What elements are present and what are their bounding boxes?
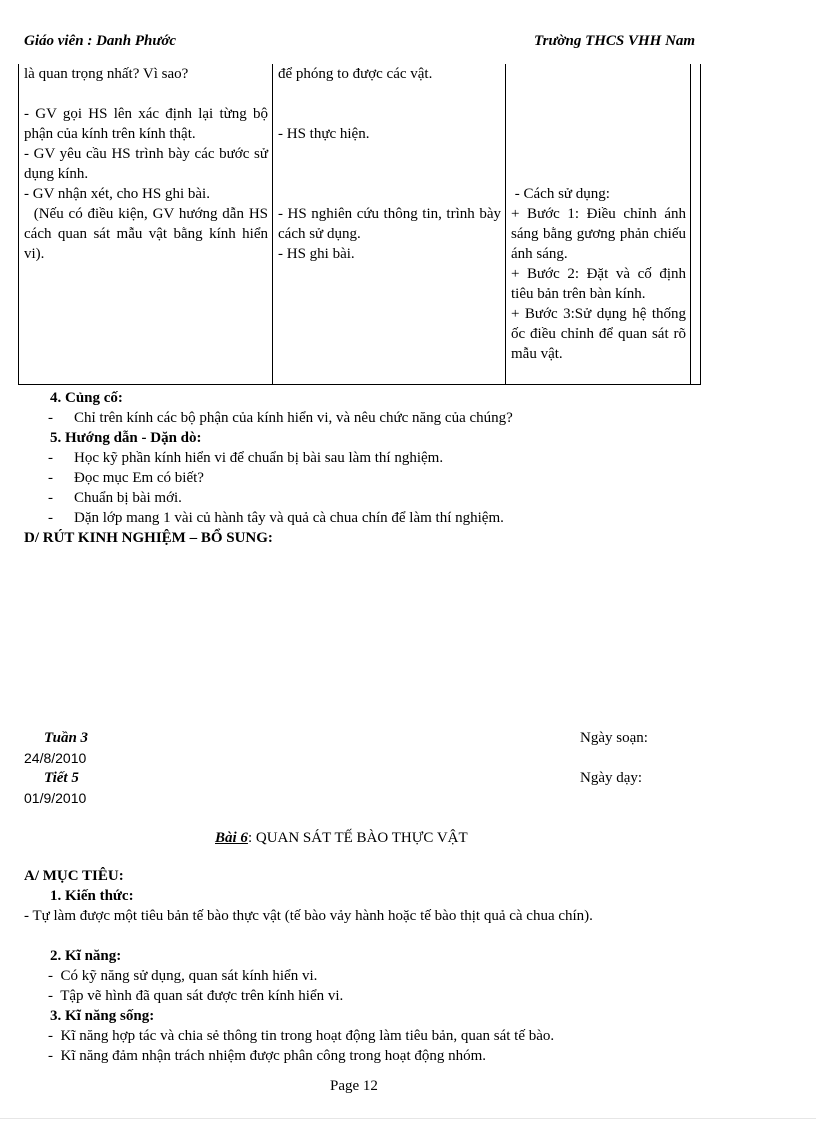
school-name: Trường THCS VHH Nam (534, 33, 696, 49)
blank-line (24, 84, 268, 104)
page-number: Page 12 (330, 1078, 378, 1094)
week-date: 24/8/2010 (24, 750, 87, 766)
teacher-activity-line: là quan trọng nhất? Vì sao? (24, 66, 189, 82)
objectives-heading: A/ MỤC TIÊU: (24, 868, 124, 884)
prep-date-label: Ngày soạn: (580, 730, 648, 746)
student-activity-line: - HS ghi bài. (278, 246, 355, 262)
period-label: Tiết 5 (44, 770, 79, 786)
list-item-text: Dặn lớp mang 1 vài củ hành tây và quả cà chua chín để làm thí nghiệm. (74, 510, 504, 526)
period-date: 01/9/2010 (24, 790, 87, 806)
teacher-activity-line: (Nếu có điều kiện, GV hướng dẫn HS cách quan sát mẫu vật bằng kính hiển vi). (24, 206, 272, 262)
skills-line: - Tập vẽ hình đã quan sát được trên kính hiển vi. (48, 988, 344, 1004)
week-label: Tuần 3 (44, 730, 89, 746)
student-activity-line: để phóng to được các vật. (278, 66, 433, 82)
content-line: + Bước 2: Đặt và cố định tiêu bản trên bàn kính. (511, 266, 686, 302)
teacher-activity-line: - GV gọi HS lên xác định lại từng bộ phận của kính trên kính thật. (24, 106, 268, 142)
content-cell (506, 64, 691, 385)
consolidation-title: 4. Củng cố: (50, 390, 123, 406)
teach-date-label: Ngày dạy: (580, 770, 643, 786)
content-line: + Bước 3:Sử dụng hệ thống ốc điều chỉnh để quan sát rõ mẫu vật. (511, 306, 686, 362)
life-skills-line: - Kĩ năng hợp tác và chia sẻ thông tin trong hoạt động làm tiêu bản, quan sát tế bào. (48, 1028, 555, 1044)
lesson-number: Bài 6 (215, 830, 248, 846)
bullet-dash: - (48, 450, 53, 466)
guidance-title: 5. Hướng dẫn - Dặn dò: (50, 430, 202, 446)
blank-line (511, 64, 686, 184)
content-line: + Bước 1: Điều chỉnh ánh sáng bằng gương phản chiếu ánh sáng. (511, 206, 686, 262)
list-item-text: Học kỹ phần kính hiển vi để chuẩn bị bài sau làm thí nghiệm. (74, 450, 444, 466)
content-line: - Cách sử dụng: (511, 186, 610, 202)
bullet-dash: - (48, 510, 53, 526)
blank-line (278, 144, 501, 204)
bullet-dash: - (48, 490, 53, 506)
student-activity-line: - HS thực hiện. (278, 126, 370, 142)
list-item-text: Chuẩn bị bài mới. (74, 490, 182, 506)
lesson-table (18, 64, 701, 385)
lesson-name: : QUAN SÁT TẾ BÀO THỰC VẬT (247, 830, 468, 846)
student-activity-line: - HS nghiên cứu thông tin, trình bày cách sử dụng. (278, 206, 501, 242)
teacher-activity-line: - GV nhận xét, cho HS ghi bài. (24, 186, 210, 202)
table-edge-cell (691, 64, 701, 385)
table-row (19, 64, 701, 385)
teacher-name: Giáo viên : Danh Phước (24, 33, 177, 49)
bullet-dash: - (48, 470, 53, 486)
blank-line (278, 84, 501, 124)
skills-title: 2. Kĩ năng: (50, 948, 122, 964)
list-item-text: Chỉ trên kính các bộ phận của kính hiển vi, và nêu chức năng của chúng? (74, 410, 513, 426)
teacher-activity-cell (19, 64, 273, 385)
lesson-title (215, 828, 468, 848)
teacher-activity-line: - GV yêu cầu HS trình bày các bước sử dụng kính. (24, 146, 268, 182)
knowledge-text: - Tự làm được một tiêu bản tế bào thực vật (tế bào vảy hành hoặc tế bào thịt quả cà chua chín). (24, 908, 593, 924)
bullet-dash: - (48, 410, 53, 426)
life-skills-line: - Kĩ năng đảm nhận trách nhiệm được phân công trong hoạt động nhóm. (48, 1048, 487, 1064)
footer-rule (0, 1118, 816, 1119)
list-item-text: Đọc mục Em có biết? (74, 470, 204, 486)
knowledge-title: 1. Kiến thức: (50, 888, 134, 904)
student-activity-cell (273, 64, 506, 385)
life-skills-title: 3. Kĩ năng sống: (50, 1008, 155, 1024)
experience-heading: D/ RÚT KINH NGHIỆM – BỔ SUNG: (24, 530, 273, 546)
skills-line: - Có kỹ năng sử dụng, quan sát kính hiển vi. (48, 968, 318, 984)
